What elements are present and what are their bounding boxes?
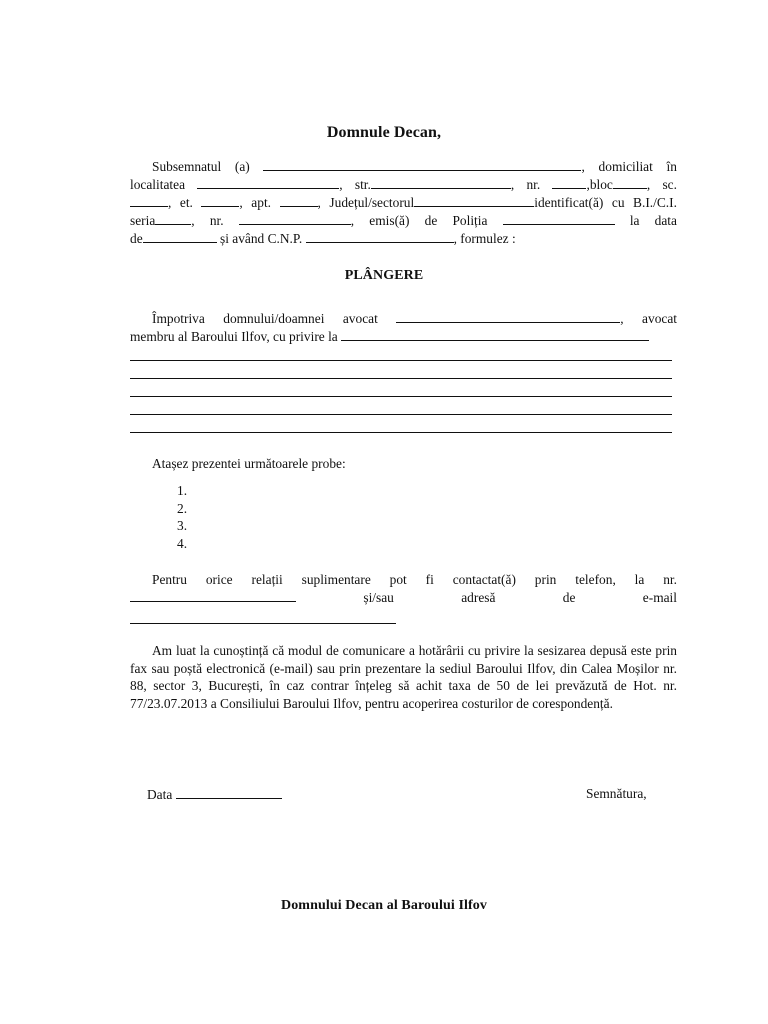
date-blank	[176, 786, 282, 799]
list-item: 3.	[177, 518, 188, 534]
intro-text: seria	[130, 213, 156, 228]
id-number-blank	[239, 212, 351, 225]
issue-date-blank	[143, 230, 217, 243]
intro-text: Subsemnatul (a)	[152, 159, 250, 174]
intro-text: identificat(ă) cu B.I./C.I.	[534, 195, 677, 210]
contact-text: adresă	[461, 590, 496, 605]
blank-line	[130, 432, 672, 433]
complaint-title: PLÂNGERE	[344, 268, 424, 283]
intro-text: , et.	[168, 195, 193, 210]
against-text: membru al Baroului Ilfov, cu privire la	[130, 329, 338, 344]
against-line-2	[130, 328, 677, 346]
intro-text: , nr.	[191, 213, 224, 228]
intro-text: , domiciliat în	[581, 159, 677, 174]
list-item: 2.	[177, 500, 188, 516]
locality-blank	[197, 176, 339, 189]
intro-text: , sc.	[646, 177, 677, 192]
cnp-blank	[306, 230, 454, 243]
blank-line	[130, 378, 672, 379]
contact-text: și/sau	[363, 590, 394, 605]
intro-text: de	[130, 231, 143, 246]
signature-label: Semnătura,	[586, 786, 647, 801]
intro-text: , emis(ă) de Poliția	[350, 213, 488, 228]
blank-line	[130, 360, 672, 361]
intro-text: ,bloc	[586, 177, 613, 192]
intro-line-2	[130, 176, 677, 194]
intro-text: și având C.N.P.	[220, 231, 303, 246]
against-line-1	[130, 310, 677, 328]
intro-line-4	[130, 212, 677, 230]
email-blank	[130, 623, 396, 624]
evidence-list	[177, 482, 187, 552]
intro-line-5	[130, 230, 677, 248]
contact-text: de	[562, 590, 576, 605]
contact-text: e-mail	[642, 590, 677, 605]
contact-text: Pentru orice relații suplimentare pot fi contactat(ă) prin telefon, la nr.	[152, 572, 677, 587]
addressee: Domnului Decan al Baroului Ilfov	[281, 898, 487, 913]
blank-line	[130, 396, 672, 397]
date-field	[147, 786, 282, 803]
number-blank	[552, 176, 586, 189]
evidence-intro: Atașez prezentei următoarele probe:	[152, 456, 346, 471]
contact-line-2	[130, 589, 677, 607]
intro-text: , formulez :	[453, 231, 516, 246]
county-blank	[414, 194, 534, 207]
list-item: 4.	[177, 535, 188, 551]
intro-line-1	[130, 158, 677, 176]
page-title: Domnule Decan,	[326, 124, 442, 141]
intro-text: , nr.	[510, 177, 541, 192]
contact-line-1	[130, 571, 677, 589]
blank-line	[130, 414, 672, 415]
floor-blank	[201, 194, 239, 207]
date-label: Data	[147, 787, 173, 802]
intro-text: , str.	[339, 177, 371, 192]
list-item: 1.	[177, 483, 188, 498]
street-blank	[371, 176, 511, 189]
stair-blank	[130, 194, 168, 207]
police-blank	[503, 212, 615, 225]
against-text: , avocat	[620, 311, 677, 326]
series-blank	[155, 212, 191, 225]
block-blank	[613, 176, 647, 189]
phone-blank	[130, 589, 296, 602]
subject-blank	[341, 328, 649, 341]
intro-text: la data	[629, 213, 677, 228]
lawyer-name-blank	[396, 310, 620, 323]
notice-paragraph: Am luat la cunoștință că modul de comunicare a hotărârii cu privire la sesizarea depusă este prin fax sau poștă electronică (e-mail) sau prin prezentare la sediul Baroului Ilfov, din Calea Moșilor nr. 88, sector 3, București, în caz contrar înțeleg să achit taxa de 50 de lei prevăzută de Hot. nr. 77/23.07.2013 a Consiliului Baroului Ilfov, pentru acoperirea costurilor de corespondență.	[130, 643, 677, 711]
intro-line-3	[130, 194, 677, 212]
against-text: Împotriva domnului/doamnei avocat	[152, 311, 378, 326]
intro-text: localitatea	[130, 177, 186, 192]
intro-text: , apt.	[239, 195, 272, 210]
apartment-blank	[280, 194, 318, 207]
name-blank	[263, 158, 581, 171]
intro-text: , Județul/sectorul	[317, 195, 415, 210]
